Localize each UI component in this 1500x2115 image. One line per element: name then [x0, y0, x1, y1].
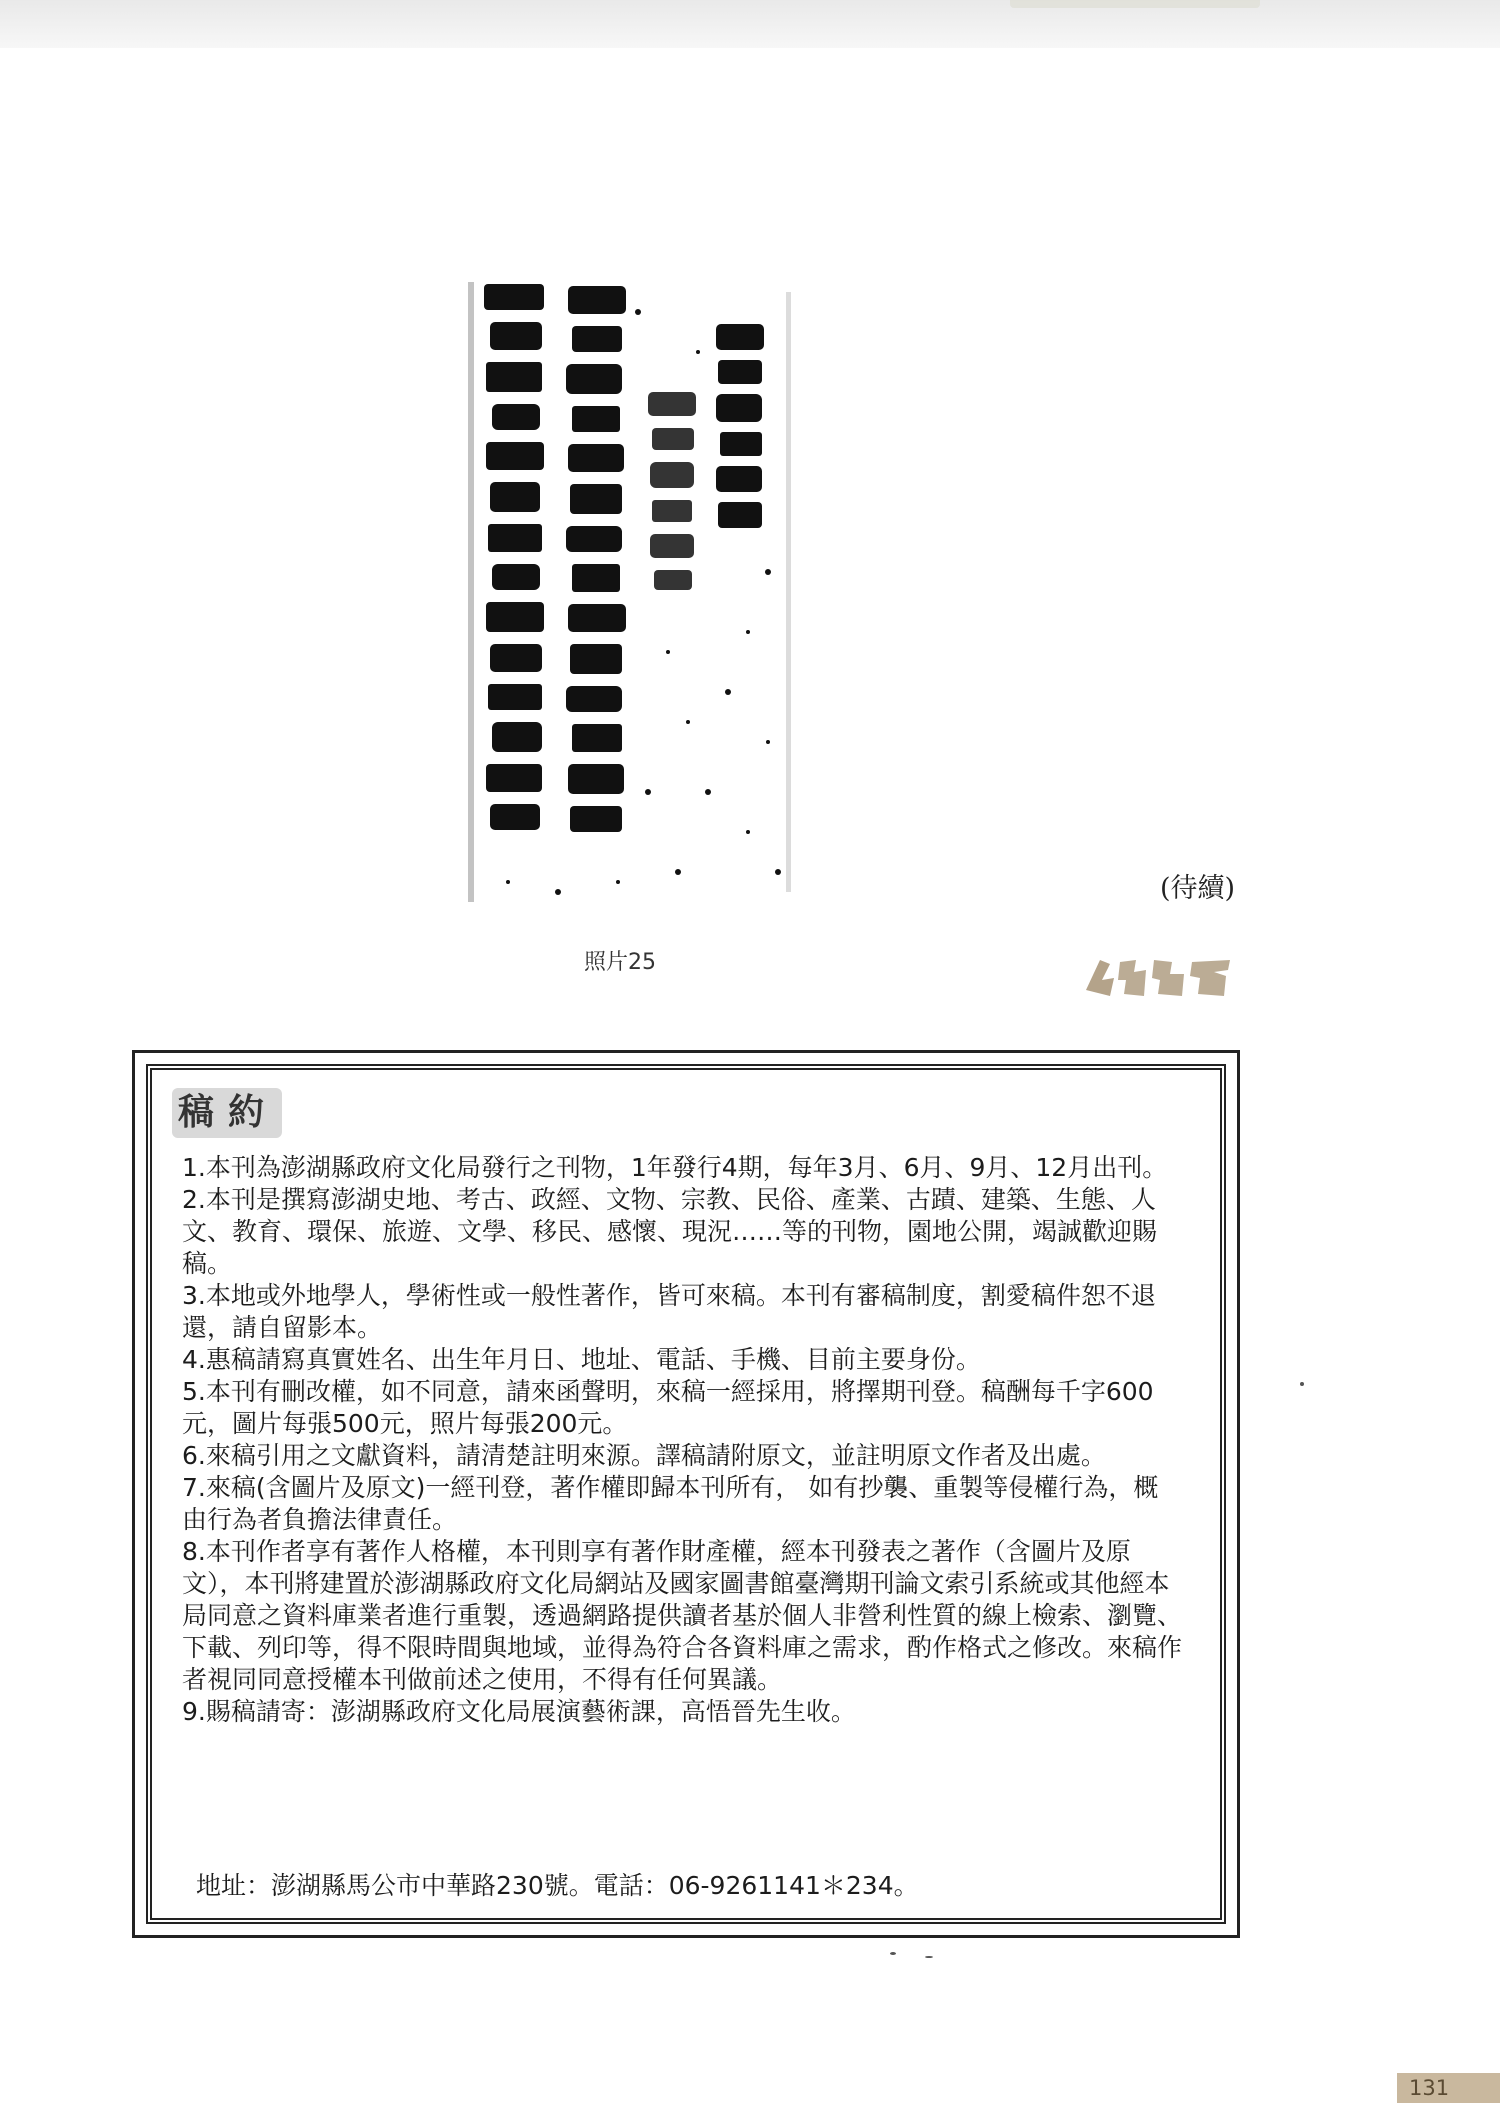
rule-text: 本刊作者享有著作人格權，本刊則享有著作財產權，經本刊發表之著作（含圖片及原文），本刊將建置於澎湖縣政府文化局網站及國家圖書館臺灣期刊論文索引系統或其他經本局同意之資料庫業者進行重製，透過網路提供讀者基於個人非營利性質的線上檢索、瀏覽、下載、列印等，得不限時間與地域，並得為符合各資料庫之需求，酌作格式之修改。來稿作者視同同意授權本刊做前述之使用，不得有任何異議。: [182, 1537, 1183, 1694]
rule-number: 6.: [182, 1441, 206, 1470]
rule-item: [182, 1376, 1182, 1440]
rule-text: 來稿(含圖片及原文)一經刊登，著作權即歸本刊所有， 如有抄襲、重製等侵權行為，概由行為者負擔法律責任。: [182, 1473, 1159, 1534]
rule-number: 8.: [182, 1537, 206, 1566]
rule-text: 本刊有刪改權，如不同意，請來函聲明，來稿一經採用，將擇期刊登。稿酬每千字600元，圖片每張500元，照片每張200元。: [182, 1377, 1154, 1438]
scan-speck: [1300, 1382, 1304, 1386]
rule-item: [182, 1536, 1182, 1696]
rule-number: 2.: [182, 1185, 206, 1214]
rule-item: [182, 1184, 1182, 1280]
rule-number: 4.: [182, 1345, 206, 1374]
rule-item: [182, 1440, 1182, 1472]
page-top-band: [0, 0, 1500, 48]
rule-number: 9.: [182, 1697, 206, 1726]
rule-text: 本刊是撰寫澎湖史地、考古、政經、文物、宗教、民俗、產業、古蹟、建築、生態、人文、教育、環保、旅遊、文學、移民、感懷、現況……等的刊物，園地公開，竭誠歡迎賜稿。: [182, 1185, 1158, 1278]
rule-number: 1.: [182, 1153, 206, 1182]
rule-number: 7.: [182, 1473, 206, 1502]
scan-speck: [890, 1952, 896, 1955]
page-number: 131: [1397, 2073, 1500, 2103]
photo-caption: 照片25: [584, 950, 656, 975]
rule-text: 本地或外地學人，學術性或一般性著作，皆可來稿。本刊有審稿制度，割愛稿件恕不退還，請自留影本。: [182, 1281, 1156, 1342]
rule-text: 賜稿請寄：澎湖縣政府文化局展演藝術課，高悟晉先生收。: [205, 1697, 856, 1726]
rule-item: [182, 1152, 1182, 1184]
magazine-logo: [1080, 950, 1236, 1006]
magazine-logo-image: [1080, 950, 1236, 1002]
scan-speck: [925, 1956, 933, 1958]
submission-rules-list: [182, 1152, 1182, 1728]
rule-number: 5.: [182, 1377, 206, 1406]
rule-item: [182, 1280, 1182, 1344]
rule-text: 惠稿請寫真實姓名、出生年月日、地址、電話、手機、目前主要身份。: [205, 1345, 981, 1374]
rule-item: [182, 1696, 1182, 1728]
rule-text: 來稿引用之文獻資料，請清楚註明來源。譯稿請附原文，並註明原文作者及出處。: [205, 1441, 1106, 1470]
rule-text: 本刊為澎湖縣政府文化局發行之刊物，1年發行4期，每年3月、6月、9月、12月出刊。: [205, 1153, 1168, 1182]
stele-rubbing-photo: [468, 272, 798, 918]
scan-artifact: [1010, 0, 1260, 8]
submission-address: 地址：澎湖縣馬公市中華路230號。電話：06-9261141＊234。: [196, 1871, 919, 1900]
submission-guidelines-title: 稿約: [172, 1088, 282, 1138]
rule-item: [182, 1344, 1182, 1376]
rule-number: 3.: [182, 1281, 206, 1310]
rubbing-image: [468, 272, 798, 918]
to-be-continued-note: (待續): [1160, 873, 1236, 904]
rule-item: [182, 1472, 1182, 1536]
